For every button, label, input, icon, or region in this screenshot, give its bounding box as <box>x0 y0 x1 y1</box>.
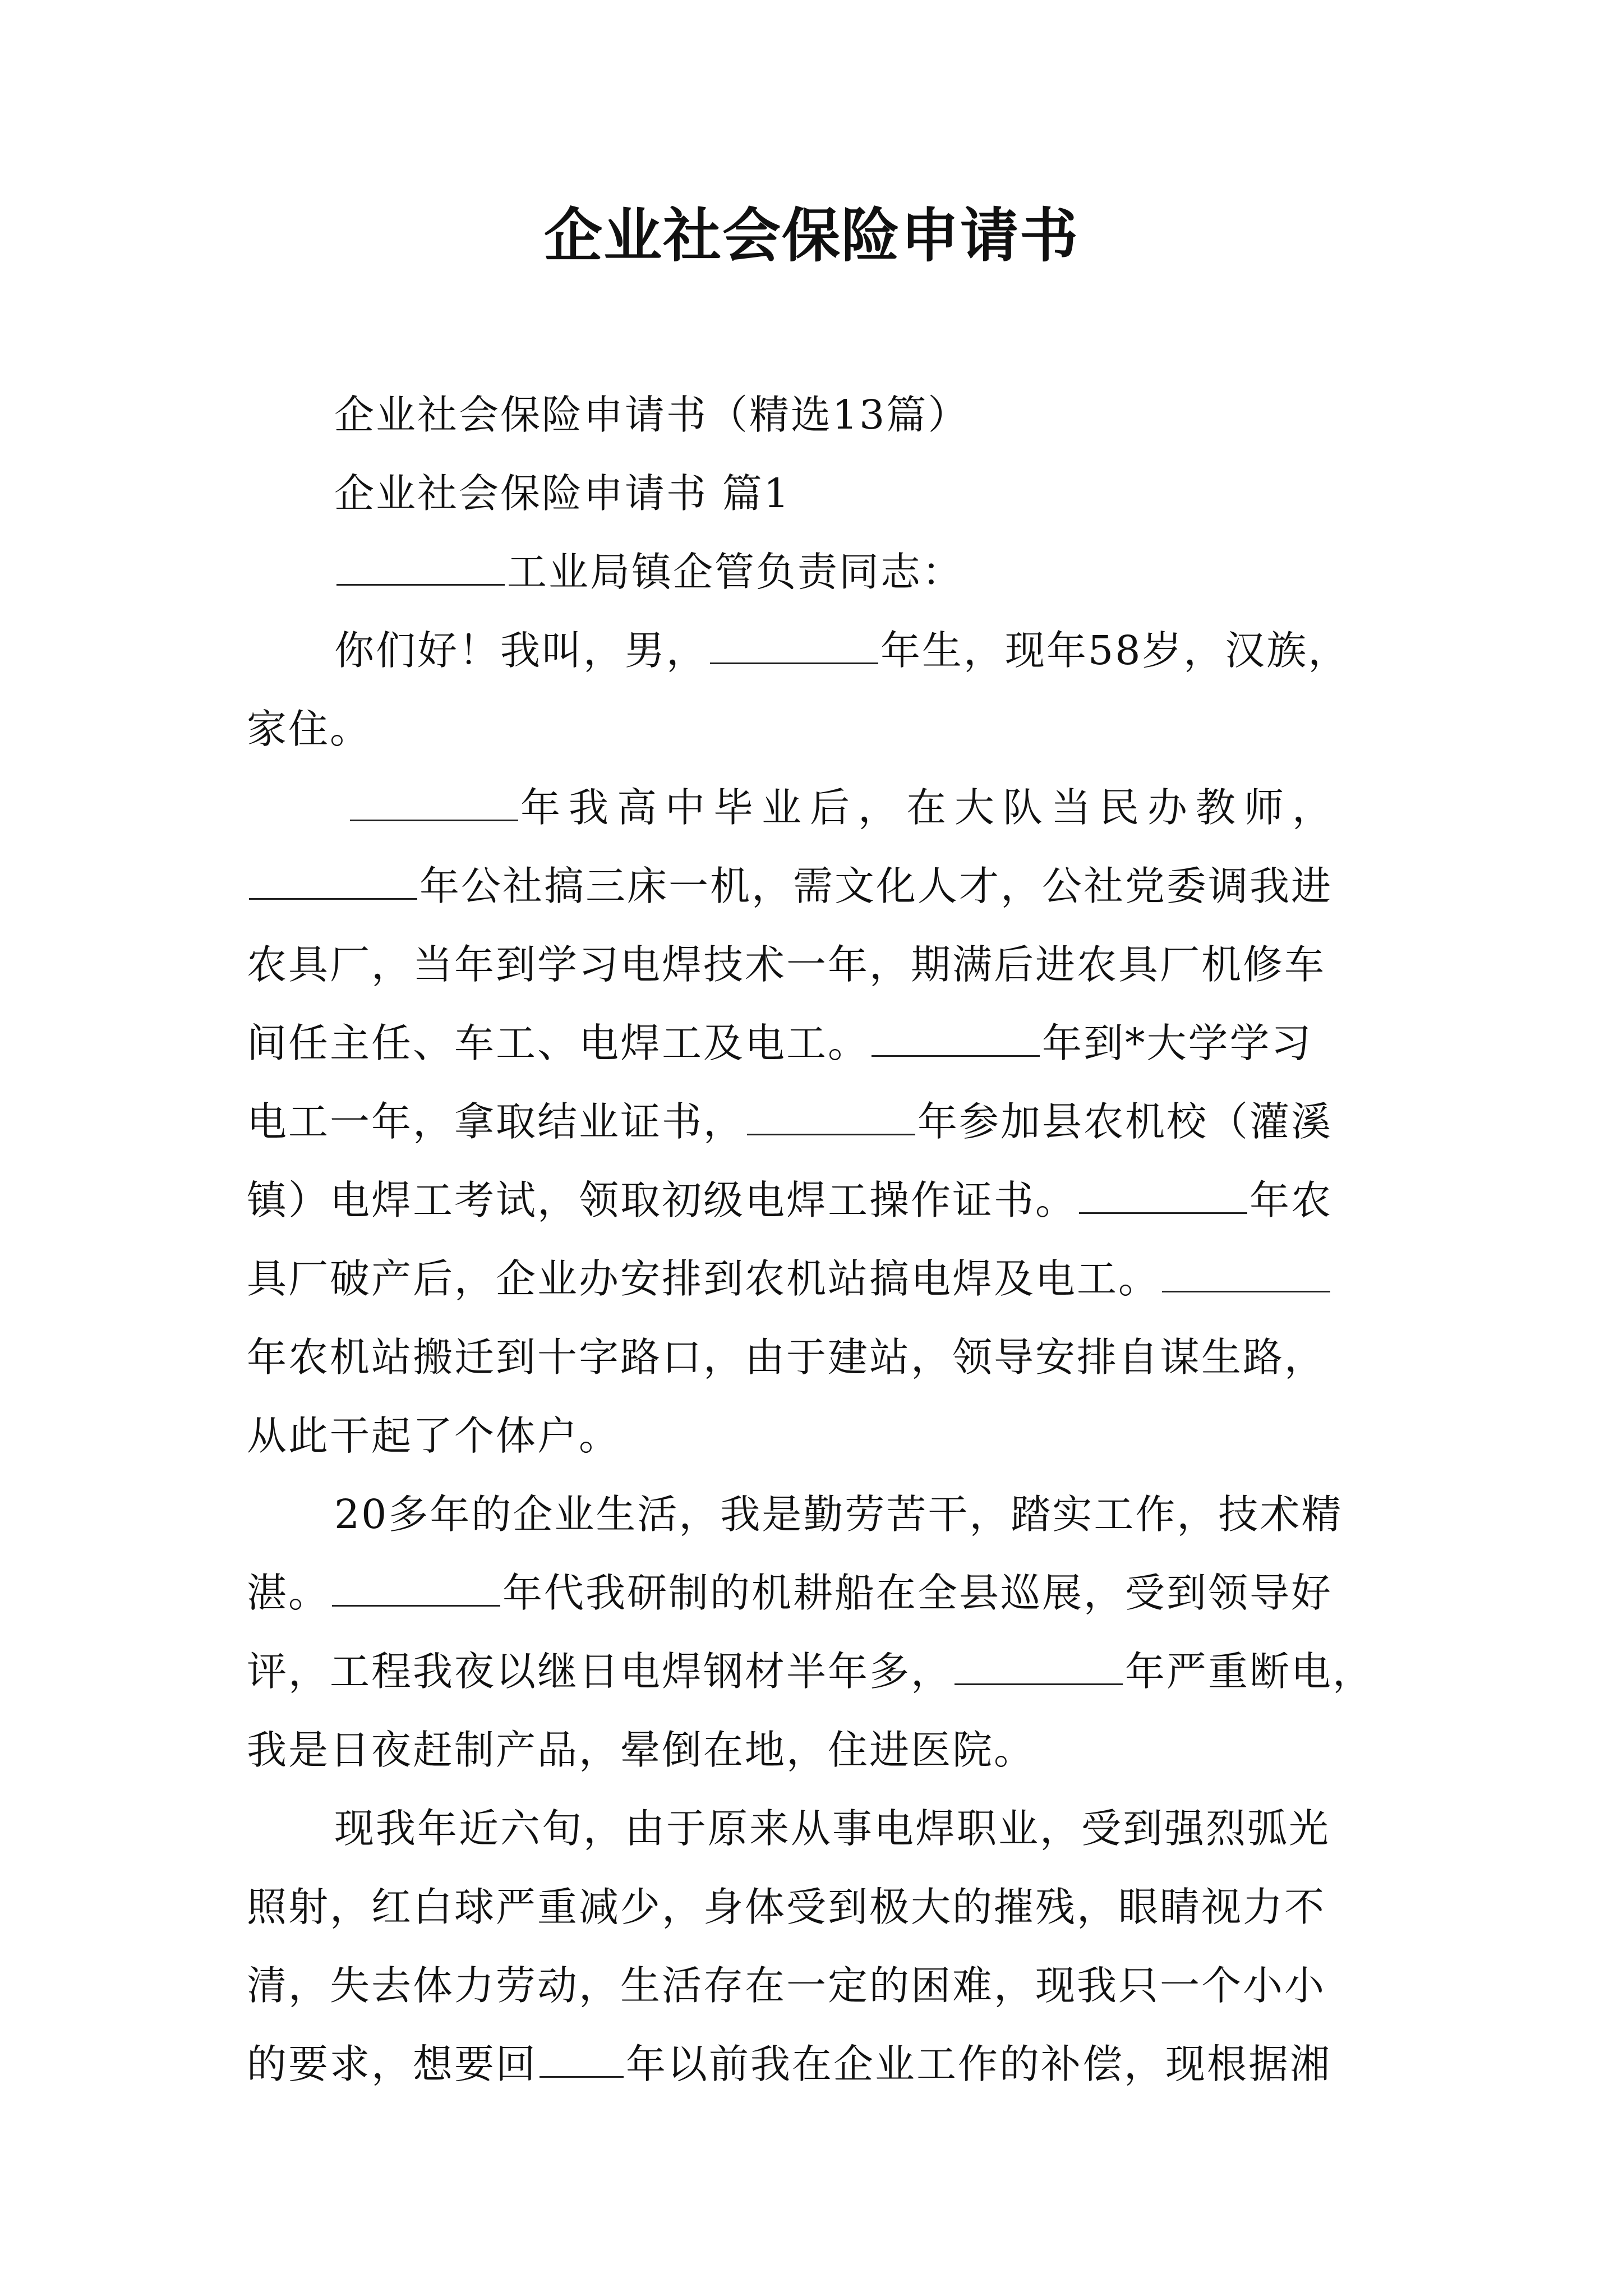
text-run: 湛。 <box>247 1570 330 1616</box>
fill-blank <box>336 545 505 586</box>
fill-blank <box>1079 1173 1247 1214</box>
section-heading: 企业社会保险申请书 篇1 <box>334 470 791 517</box>
paragraph-2-line-6 <box>247 1172 1332 1228</box>
text-run: 具厂破产后，企业办安排到农机站搞电焊及电工。 <box>247 1255 1160 1302</box>
text-run: 年严重断电， <box>1125 1648 1375 1695</box>
text-run: 镇）电焊工考试，领取初级电焊工操作证书。 <box>247 1177 1077 1223</box>
paragraph-2-line-7 <box>247 1251 1332 1307</box>
paragraph-3-line-2 <box>247 1565 1332 1621</box>
text-run: 年农 <box>1249 1177 1333 1223</box>
text-run: 的要求，想要回 <box>247 2041 538 2087</box>
paragraph-4-line-4 <box>247 2036 1331 2092</box>
paragraph-1-line-1 <box>334 623 1349 679</box>
paragraph-2-line-5 <box>247 1094 1332 1150</box>
fill-blank <box>872 1016 1040 1057</box>
fill-blank <box>540 2037 624 2078</box>
salutation-text: 工业局镇企管负责同志： <box>507 549 964 595</box>
paragraph-3-line-3 <box>247 1644 1374 1700</box>
paragraph-2-line-3: 农具厂，当年到学习电焊技术一年，期满后进农具厂机修车 <box>247 941 1326 988</box>
paragraph-4-line-3: 清，失去体力劳动，生活存在一定的困难，现我只一个小小 <box>247 1962 1326 2009</box>
text-run: 年到*大学学习 <box>1042 1020 1313 1066</box>
salutation <box>334 544 963 600</box>
paragraph-3-line-4: 我是日夜赶制产品，晕倒在地，住进医院。 <box>247 1727 1036 1773</box>
text-run: 年公社搞三床一机，需文化人才，公社党委调我进 <box>419 863 1333 909</box>
document-subtitle: 企业社会保险申请书（精选13篇） <box>334 392 970 438</box>
paragraph-3-line-1: 20多年的企业生活，我是勤劳苦干，踏实工作，技术精 <box>334 1491 1343 1538</box>
paragraph-2-line-1 <box>348 780 1340 836</box>
fill-blank <box>955 1644 1123 1685</box>
fill-blank <box>710 623 878 664</box>
fill-blank <box>249 859 417 900</box>
paragraph-2-line-4 <box>247 1015 1313 1071</box>
paragraph-2-line-8: 年农机站搬迁到十字路口，由于建站，领导安排自谋生路， <box>247 1334 1326 1381</box>
paragraph-4-line-2: 照射，红白球严重减少，身体受到极大的摧残，眼睛视力不 <box>247 1884 1326 1930</box>
paragraph-1-line-2: 家住。 <box>247 706 372 752</box>
document-title: 企业社会保险申请书 <box>543 201 1079 270</box>
paragraph-2-line-9: 从此干起了个体户。 <box>247 1412 621 1459</box>
text-run: 年参加县农机校（灌溪 <box>917 1098 1333 1145</box>
fill-blank <box>332 1566 500 1607</box>
text-run: 你们好！我叫，男， <box>334 627 708 674</box>
text-run: 评，工程我夜以继日电焊钢材半年多， <box>247 1648 953 1695</box>
paragraph-4-line-1: 现我年近六旬，由于原来从事电焊职业，受到强烈弧光 <box>334 1805 1331 1852</box>
text-run: 年我高中毕业后，在大队当民办教师， <box>520 784 1341 831</box>
text-run: 间任主任、车工、电焊工及电工。 <box>247 1020 870 1066</box>
text-run: 年以前我在企业工作的补偿，现根据湘 <box>626 2041 1332 2087</box>
fill-blank <box>350 780 518 821</box>
text-run: 年生，现年58岁，汉族， <box>880 627 1350 674</box>
paragraph-2-line-2 <box>247 858 1332 914</box>
text-run: 电工一年，拿取结业证书， <box>247 1098 745 1145</box>
fill-blank <box>1162 1251 1330 1292</box>
fill-blank <box>747 1094 915 1135</box>
text-run: 年代我研制的机耕船在全县巡展，受到领导好 <box>502 1570 1333 1616</box>
